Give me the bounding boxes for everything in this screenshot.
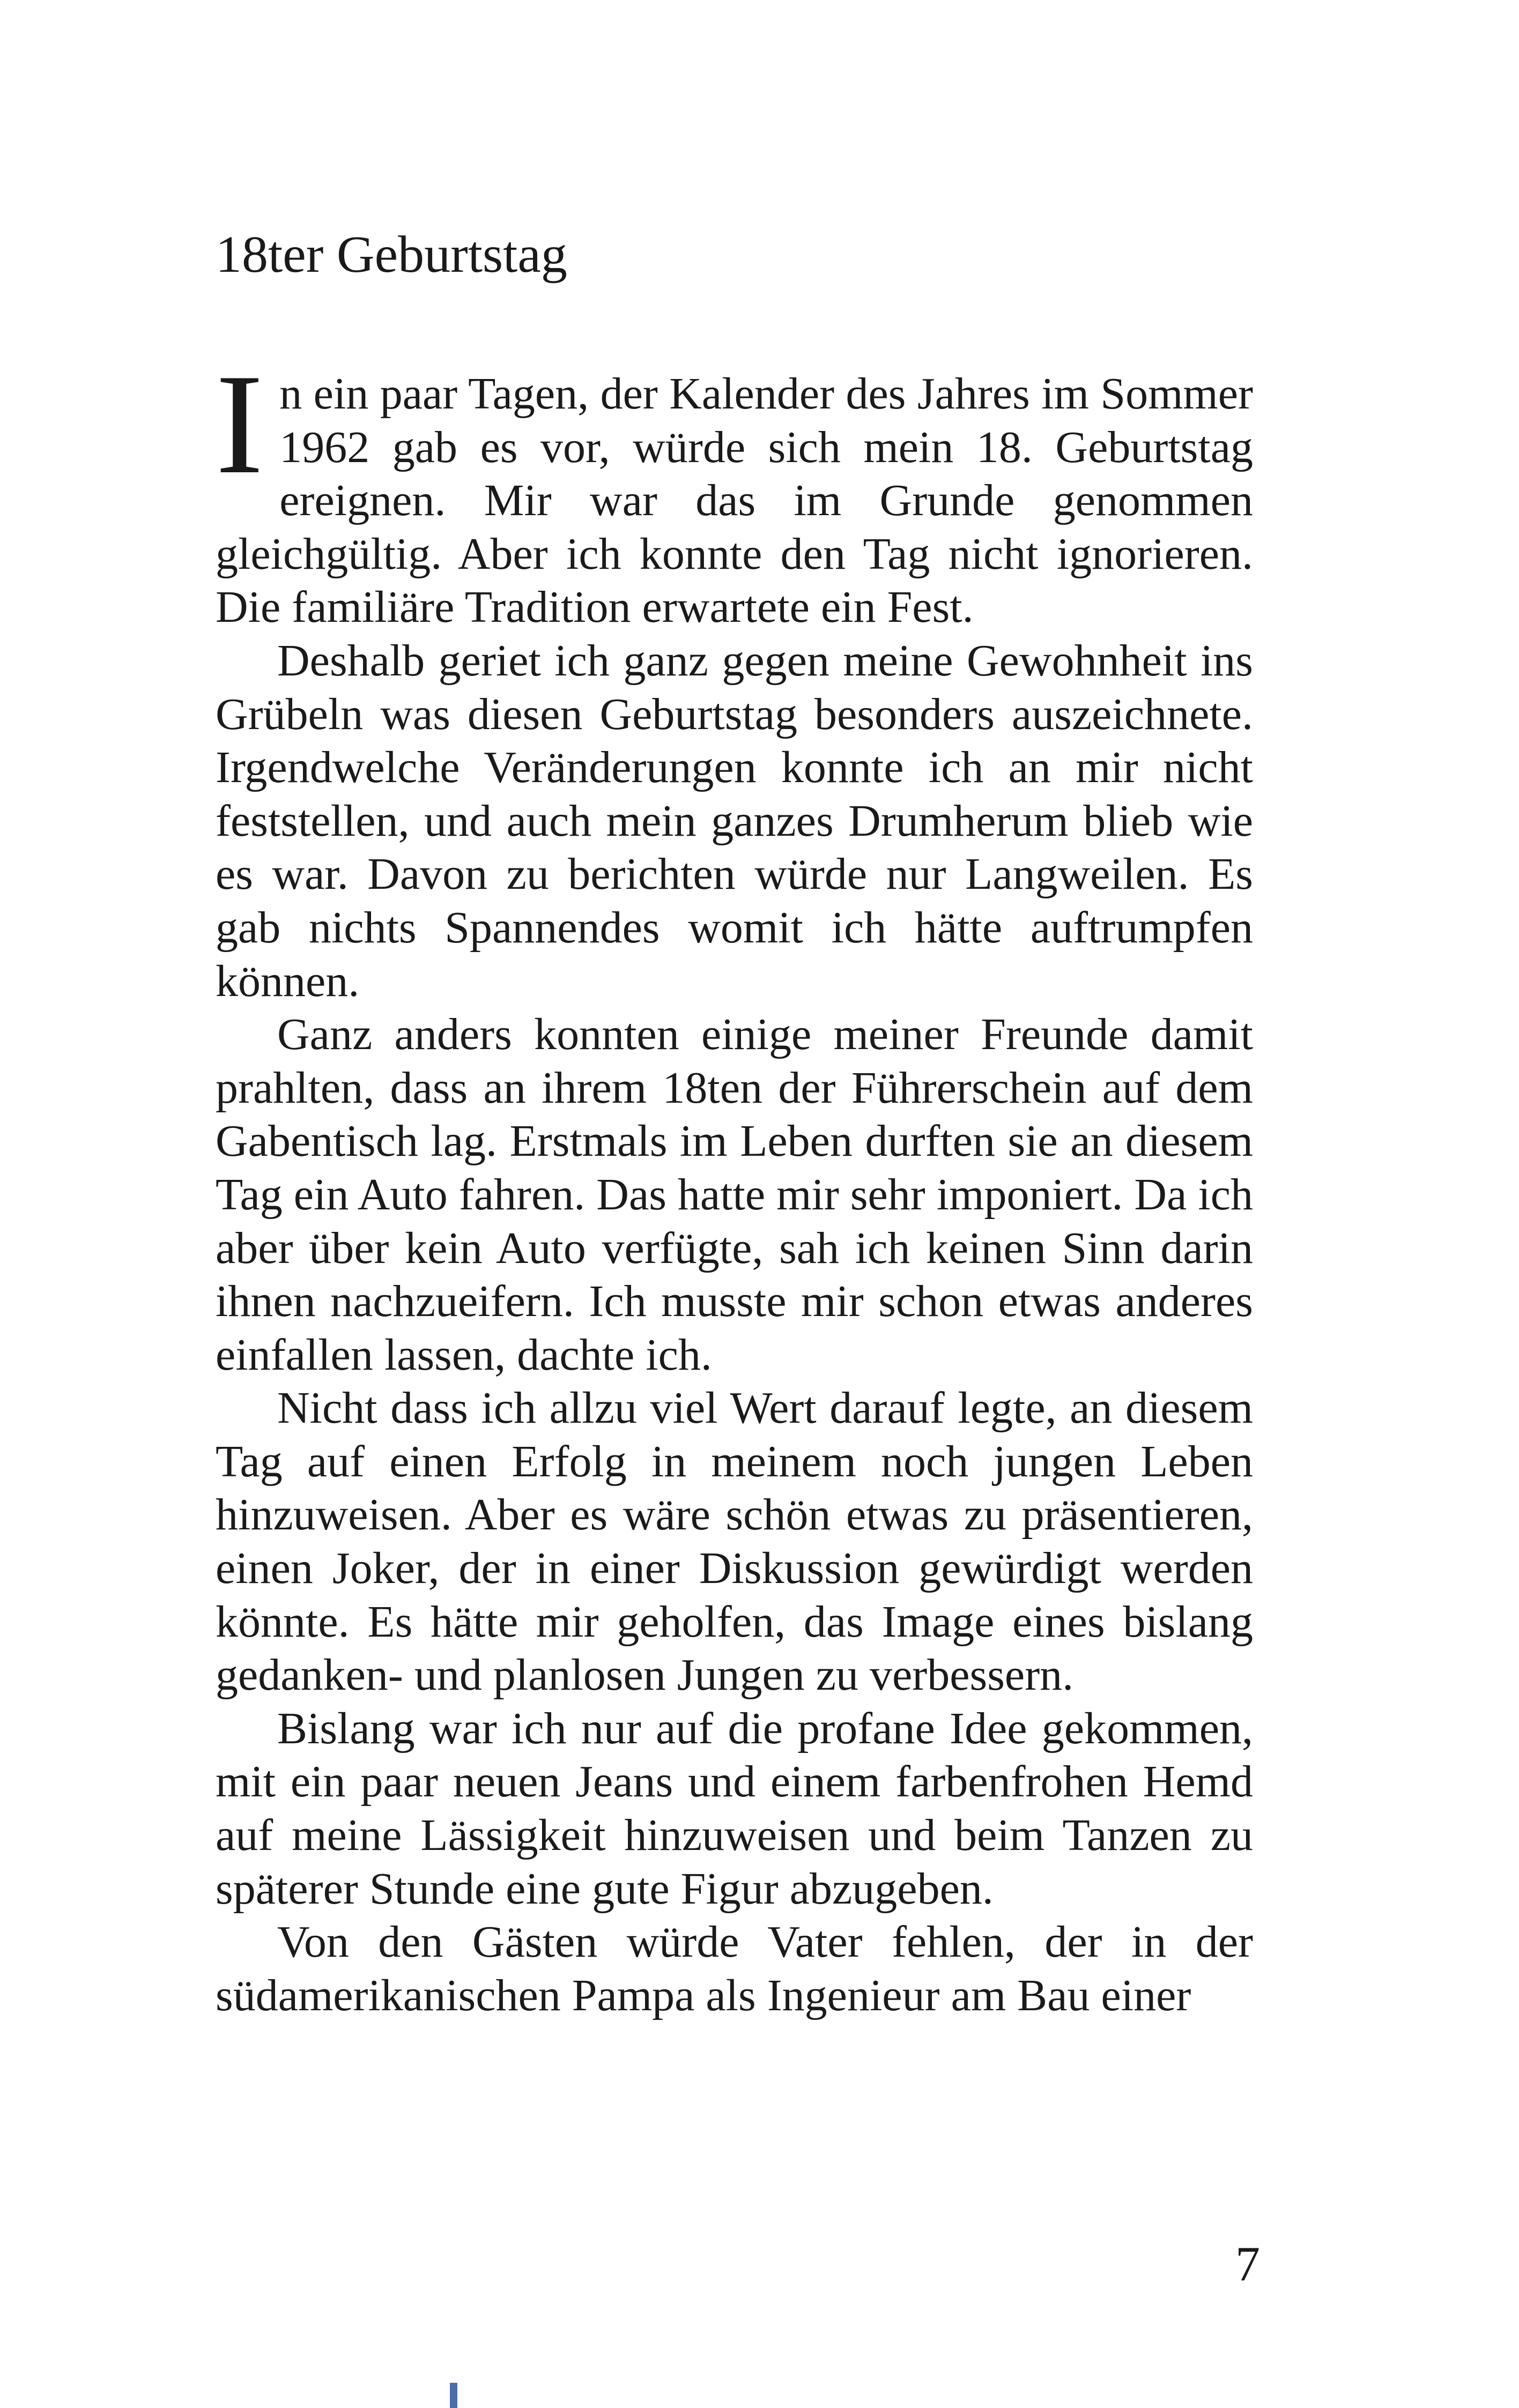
paragraph-2: Deshalb geriet ich ganz gegen meine Gewohnheit ins Grübeln was diesen Geburtstag besonders auszeichnete. Irgendwelche Veränderungen konnte ich an mir nicht feststellen, und auch mein ganzes Drumherum blieb wie es war. Davon zu berichten würde nur Langweilen. Es gab nichts Spannendes womit ich hätte auftrumpfen können. — [216, 635, 1253, 1006]
paragraph-3: Ganz anders konnten einige meiner Freunde damit prahlten, dass an ihrem 18ten der Führerschein auf dem Gabentisch lag. Erstmals im Leben durften sie an diesem Tag ein Auto fahren. Das hatte mir sehr imponiert. Da ich aber über kein Auto verfügte, sah ich keinen Sinn darin ihnen nachzueifern. Ich musste mir schon etwas anderes einfallen lassen, dachte ich. — [216, 1009, 1253, 1380]
paragraph-6: Von den Gästen würde Vater fehlen, der in der südamerikanischen Pampa als Ingenieur am Bau einer — [216, 1917, 1253, 2020]
scan-mark — [450, 2383, 457, 2408]
page-number: 7 — [1235, 2236, 1260, 2291]
paragraph-1 — [216, 344, 1253, 634]
drop-cap: I — [216, 344, 264, 503]
body-text — [216, 344, 1253, 2022]
paragraph-1-text: n ein paar Tagen, der Kalender des Jahres im Sommer 1962 gab es vor, würde sich mein 18. Geburtstag ereignen. Mir war das im Grunde genommen gleichgültig. Aber ich konnte den Tag nicht ignorieren. Die familiäre Tradition erwartete ein Fest. — [216, 369, 1253, 633]
paragraph-4: Nicht dass ich allzu viel Wert darauf legte, an diesem Tag auf einen Erfolg in meinem noch jungen Leben hinzuweisen. Aber es wäre schön etwas zu präsentieren, einen Joker, der in einer Diskussion gewürdigt werden könnte. Es hätte mir geholfen, das Image eines bislang gedanken- und planlosen Jungen zu verbessern. — [216, 1383, 1253, 1700]
paragraph-5: Bislang war ich nur auf die profane Idee gekommen, mit ein paar neuen Jeans und einem farbenfrohen Hemd auf meine Lässigkeit hinzuweisen und beim Tanzen zu späterer Stunde eine gute Figur abzugeben. — [216, 1703, 1253, 1914]
chapter-title: 18ter Geburtstag — [216, 226, 567, 284]
